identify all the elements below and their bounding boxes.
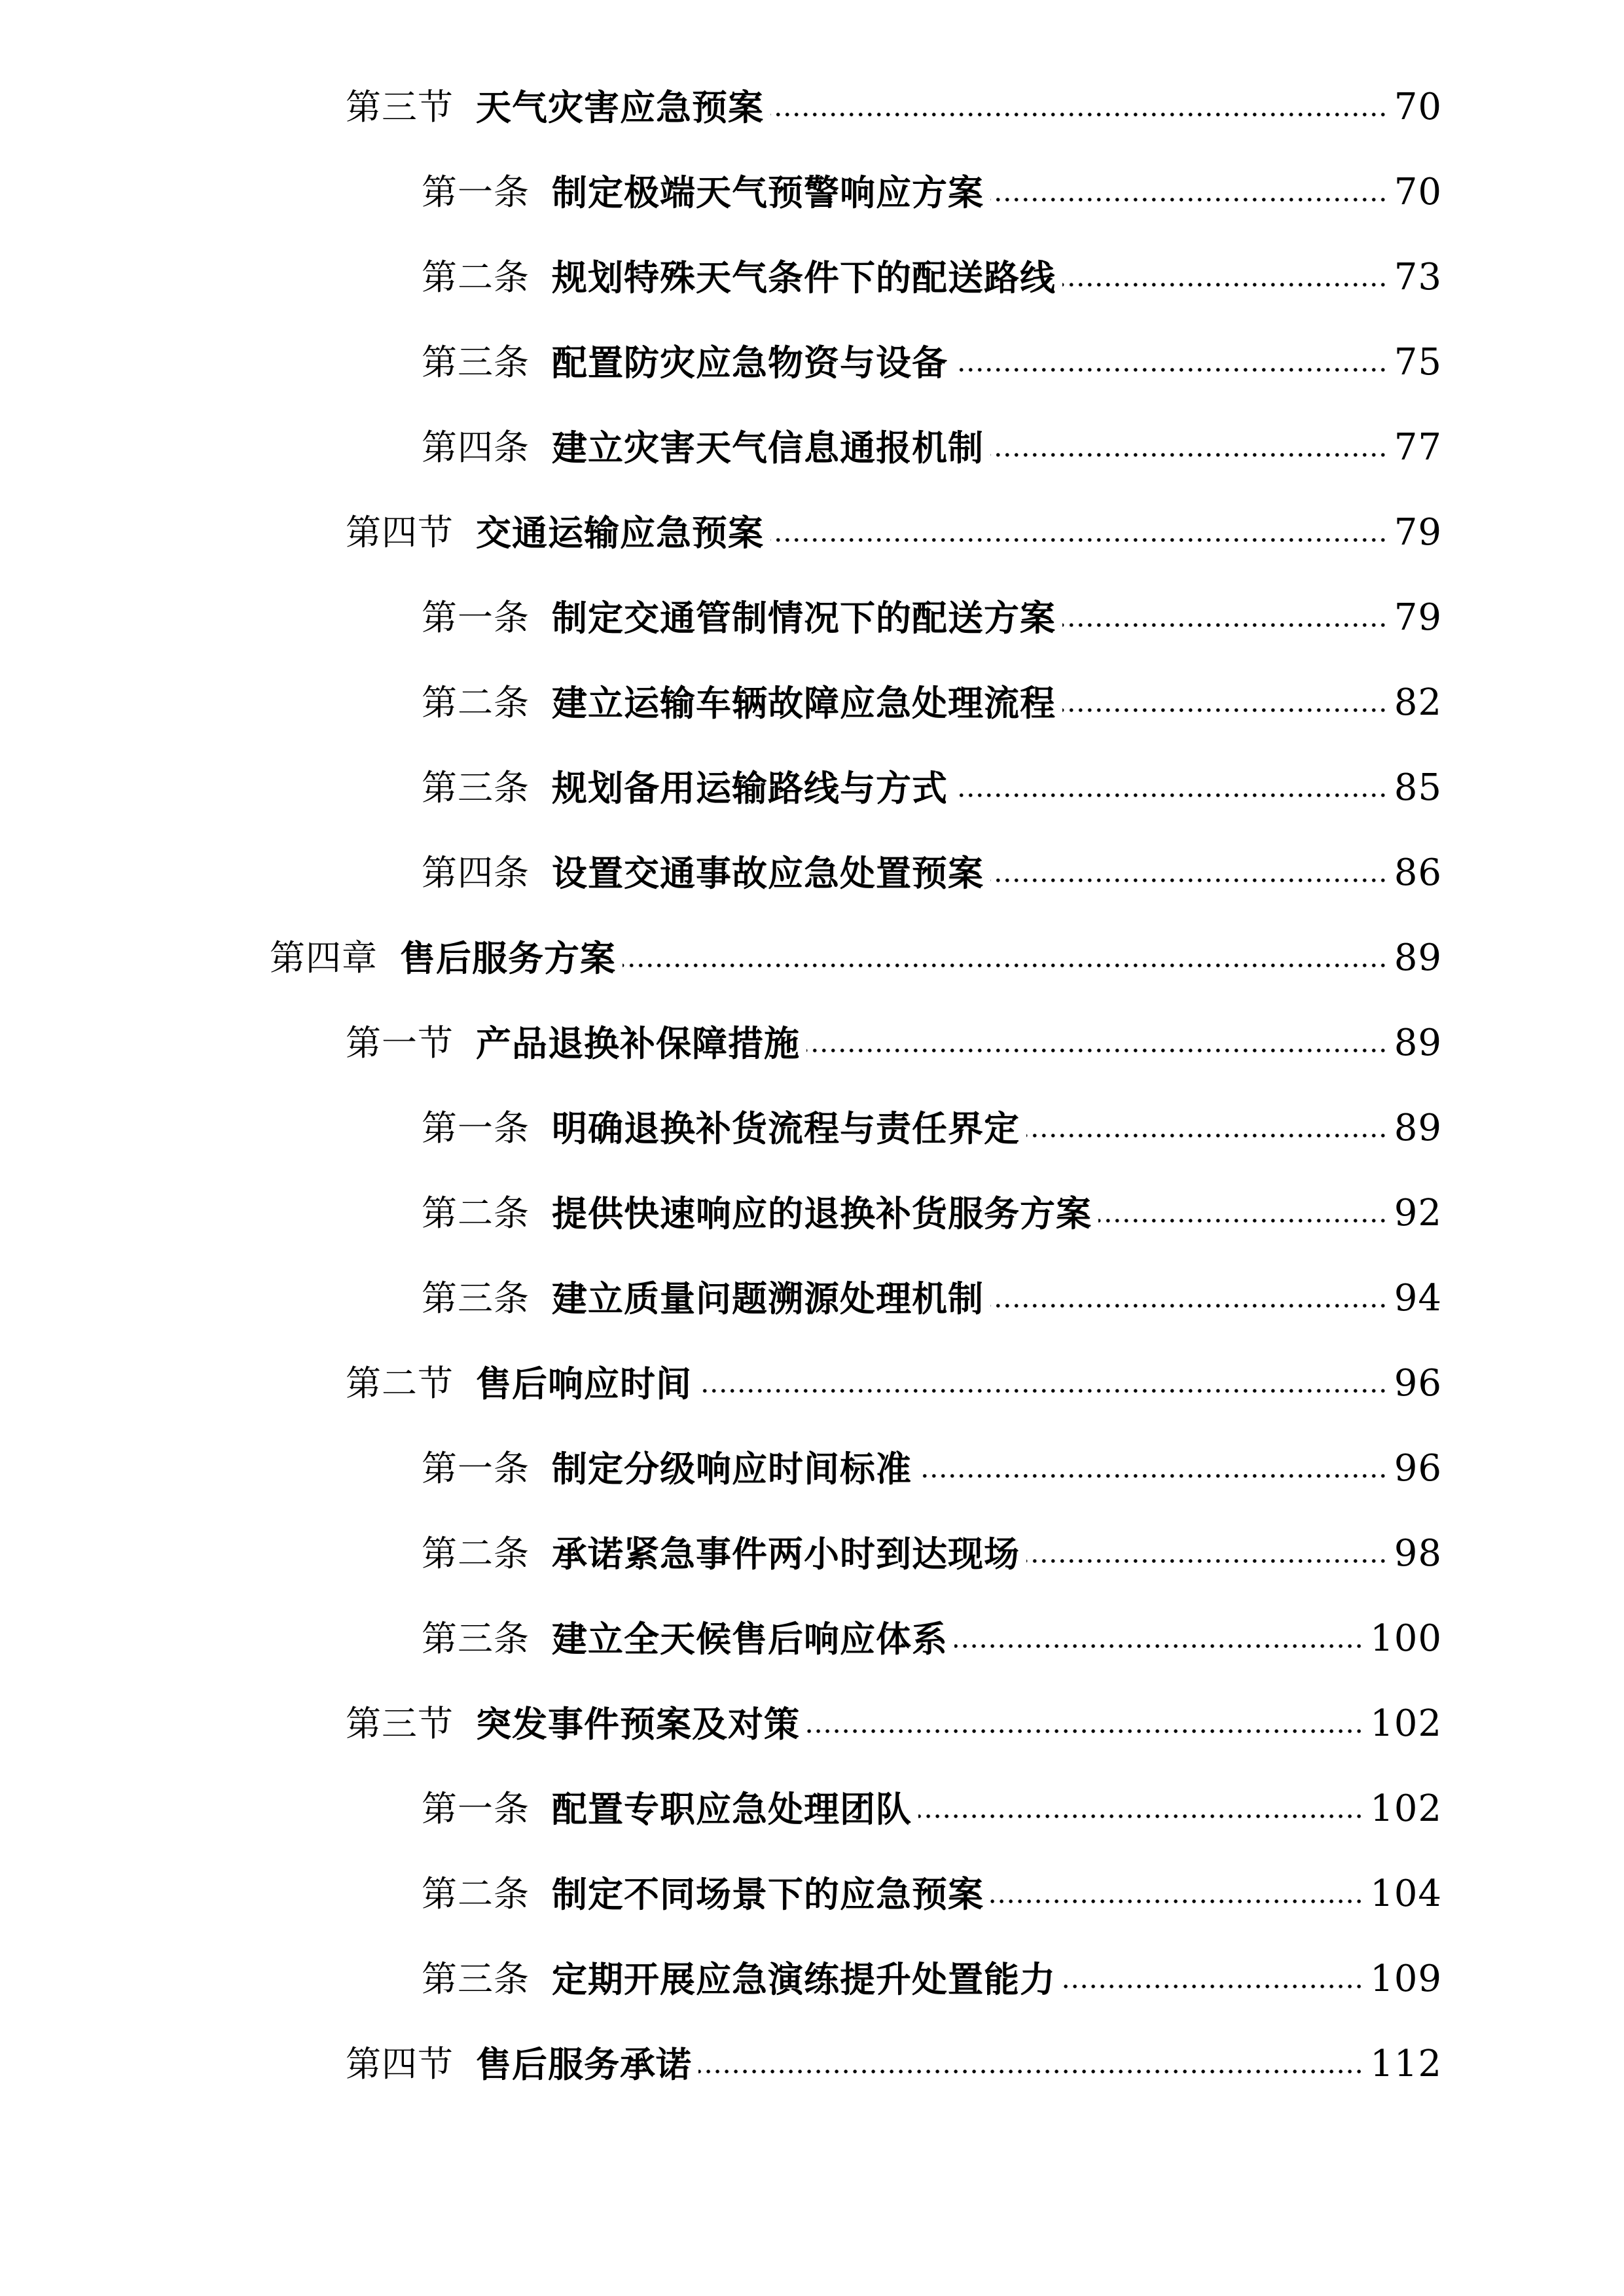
toc-article-entry[interactable] (422, 579, 1442, 657)
toc-dot-leader (698, 1389, 1388, 1393)
toc-entry-label: 第四章 (270, 937, 378, 978)
toc-entry-title: 承诺紧急事件两小时到达现场 (552, 1533, 1020, 1575)
toc-entry-label: 第四节 (346, 512, 454, 553)
toc-page-number: 98 (1394, 1532, 1442, 1575)
toc-dot-leader (990, 878, 1388, 882)
toc-page-number: 96 (1394, 1362, 1442, 1405)
toc-entry-title: 售后服务承诺 (476, 2043, 692, 2085)
toc-entry-label: 第二条 (422, 1533, 530, 1574)
toc-entry-label: 第一节 (346, 1022, 454, 1064)
toc-page-number: 77 (1394, 426, 1442, 469)
toc-article-entry[interactable] (422, 1600, 1442, 1678)
toc-entry-label: 第三条 (422, 1278, 530, 1319)
toc-entry-title: 产品退换补保障措施 (476, 1022, 800, 1064)
toc-entry-label: 第一条 (422, 1788, 530, 1829)
toc-article-entry[interactable] (422, 323, 1442, 402)
toc-article-entry[interactable] (422, 1770, 1442, 1848)
toc-entry-label: 第一条 (422, 597, 530, 638)
toc-entry-title: 配置专职应急处理团队 (552, 1788, 912, 1830)
toc-entry-title: 提供快速响应的退换补货服务方案 (552, 1193, 1092, 1234)
toc-page-number: 86 (1394, 852, 1442, 894)
toc-dot-leader (918, 1474, 1388, 1478)
toc-article-entry[interactable] (422, 1515, 1442, 1593)
toc-dot-leader (770, 538, 1388, 542)
toc-dot-leader (990, 198, 1388, 202)
toc-entry-title: 建立运输车辆故障应急处理流程 (552, 682, 1056, 724)
toc-page-number: 89 (1394, 1107, 1442, 1149)
toc-page-number: 109 (1370, 1958, 1442, 2000)
toc-entry-label: 第三节 (346, 86, 454, 128)
toc-entry-label: 第三节 (346, 1703, 454, 1744)
toc-dot-leader (990, 453, 1388, 457)
toc-entry-title: 建立灾害天气信息通报机制 (552, 427, 984, 469)
toc-entry-title: 售后服务方案 (400, 937, 616, 979)
toc-dot-leader (954, 793, 1388, 797)
toc-dot-leader (1062, 623, 1388, 627)
toc-entry-title: 建立全天候售后响应体系 (552, 1618, 948, 1660)
toc-page-number: 85 (1394, 766, 1442, 809)
toc-page-number: 82 (1394, 681, 1442, 724)
toc-entry-title: 制定交通管制情况下的配送方案 (552, 597, 1056, 639)
toc-dot-leader (623, 963, 1388, 967)
toc-entry-label: 第二条 (422, 682, 530, 723)
toc-section-entry[interactable] (346, 68, 1442, 147)
toc-section-entry[interactable] (346, 2025, 1442, 2104)
toc-entry-title: 设置交通事故应急处置预案 (552, 852, 984, 894)
toc-entry-title: 规划特殊天气条件下的配送路线 (552, 257, 1056, 298)
toc-dot-leader (770, 113, 1388, 117)
toc-article-entry[interactable] (422, 834, 1442, 912)
toc-dot-leader (698, 2070, 1363, 2073)
toc-entry-label: 第二节 (346, 1363, 454, 1404)
toc-entry-label: 第一条 (422, 1107, 530, 1149)
toc-entry-title: 交通运输应急预案 (476, 512, 764, 554)
toc-dot-leader (918, 1814, 1363, 1818)
toc-article-entry[interactable] (422, 1089, 1442, 1168)
toc-dot-leader (990, 1304, 1388, 1308)
toc-dot-leader (806, 1729, 1363, 1733)
toc-section-entry[interactable] (346, 1344, 1442, 1423)
toc-entry-title: 制定极端天气预警响应方案 (552, 171, 984, 213)
toc-entry-title: 制定分级响应时间标准 (552, 1448, 912, 1490)
toc-page-number: 79 (1394, 511, 1442, 554)
toc-entry-label: 第三条 (422, 767, 530, 808)
toc-entry-label: 第四节 (346, 2043, 454, 2085)
toc-entry-label: 第四条 (422, 427, 530, 468)
toc-article-entry[interactable] (422, 1855, 1442, 1933)
toc-article-entry[interactable] (422, 749, 1442, 827)
toc-dot-leader (1062, 1984, 1363, 1988)
toc-page-number: 92 (1394, 1192, 1442, 1234)
toc-page-number: 70 (1394, 171, 1442, 213)
toc-dot-leader (1098, 1219, 1388, 1223)
toc-page-number: 100 (1370, 1617, 1442, 1660)
toc-entry-title: 售后响应时间 (476, 1363, 692, 1405)
toc-page-number: 112 (1370, 2043, 1442, 2085)
toc-entry-title: 规划备用运输路线与方式 (552, 767, 948, 809)
toc-article-entry[interactable] (422, 1259, 1442, 1338)
toc-page-number: 102 (1370, 1702, 1442, 1745)
toc-entry-title: 建立质量问题溯源处理机制 (552, 1278, 984, 1319)
toc-page-number: 70 (1394, 86, 1442, 128)
toc-page-number: 96 (1394, 1447, 1442, 1490)
toc-article-entry[interactable] (422, 664, 1442, 742)
toc-page-number: 73 (1394, 256, 1442, 298)
toc-page-number: 94 (1394, 1277, 1442, 1319)
toc-section-entry[interactable] (346, 493, 1442, 572)
toc-entry-label: 第二条 (422, 1873, 530, 1914)
toc-dot-leader (1026, 1559, 1388, 1563)
toc-entry-title: 天气灾害应急预案 (476, 86, 764, 128)
toc-chapter-entry[interactable] (270, 919, 1442, 997)
toc-entry-title: 制定不同场景下的应急预案 (552, 1873, 984, 1915)
toc-section-entry[interactable] (346, 1685, 1442, 1763)
toc-page-number: 75 (1394, 341, 1442, 384)
toc-entry-label: 第三条 (422, 1618, 530, 1659)
toc-entry-label: 第一条 (422, 1448, 530, 1489)
toc-page-number: 89 (1394, 937, 1442, 979)
toc-article-entry[interactable] (422, 1429, 1442, 1508)
toc-entry-title: 明确退换补货流程与责任界定 (552, 1107, 1020, 1149)
toc-entry-title: 定期开展应急演练提升处置能力 (552, 1958, 1056, 2000)
toc-entry-label: 第二条 (422, 1193, 530, 1234)
toc-page-number: 104 (1370, 1873, 1442, 1915)
toc-entry-title: 配置防灾应急物资与设备 (552, 342, 948, 384)
toc-dot-leader (954, 368, 1388, 372)
toc-dot-leader (806, 1049, 1388, 1052)
toc-article-entry[interactable] (422, 153, 1442, 232)
toc-dot-leader (954, 1644, 1363, 1648)
toc-dot-leader (1062, 283, 1388, 287)
toc-article-entry[interactable] (422, 1174, 1442, 1253)
toc-entry-label: 第三条 (422, 342, 530, 383)
toc-entry-label: 第四条 (422, 852, 530, 893)
toc-dot-leader (990, 1899, 1363, 1903)
toc-page-number: 89 (1394, 1022, 1442, 1064)
toc-entry-label: 第一条 (422, 171, 530, 213)
toc-page-number: 102 (1370, 1787, 1442, 1830)
toc-section-entry[interactable] (346, 1004, 1442, 1083)
toc-article-entry[interactable] (422, 408, 1442, 487)
toc-article-entry[interactable] (422, 1940, 1442, 2018)
toc-article-entry[interactable] (422, 238, 1442, 317)
toc-dot-leader (1026, 1134, 1388, 1138)
toc-entry-label: 第三条 (422, 1958, 530, 2000)
toc-entry-label: 第二条 (422, 257, 530, 298)
toc-dot-leader (1062, 708, 1388, 712)
toc-entry-title: 突发事件预案及对策 (476, 1703, 800, 1745)
toc-page-number: 79 (1394, 596, 1442, 639)
